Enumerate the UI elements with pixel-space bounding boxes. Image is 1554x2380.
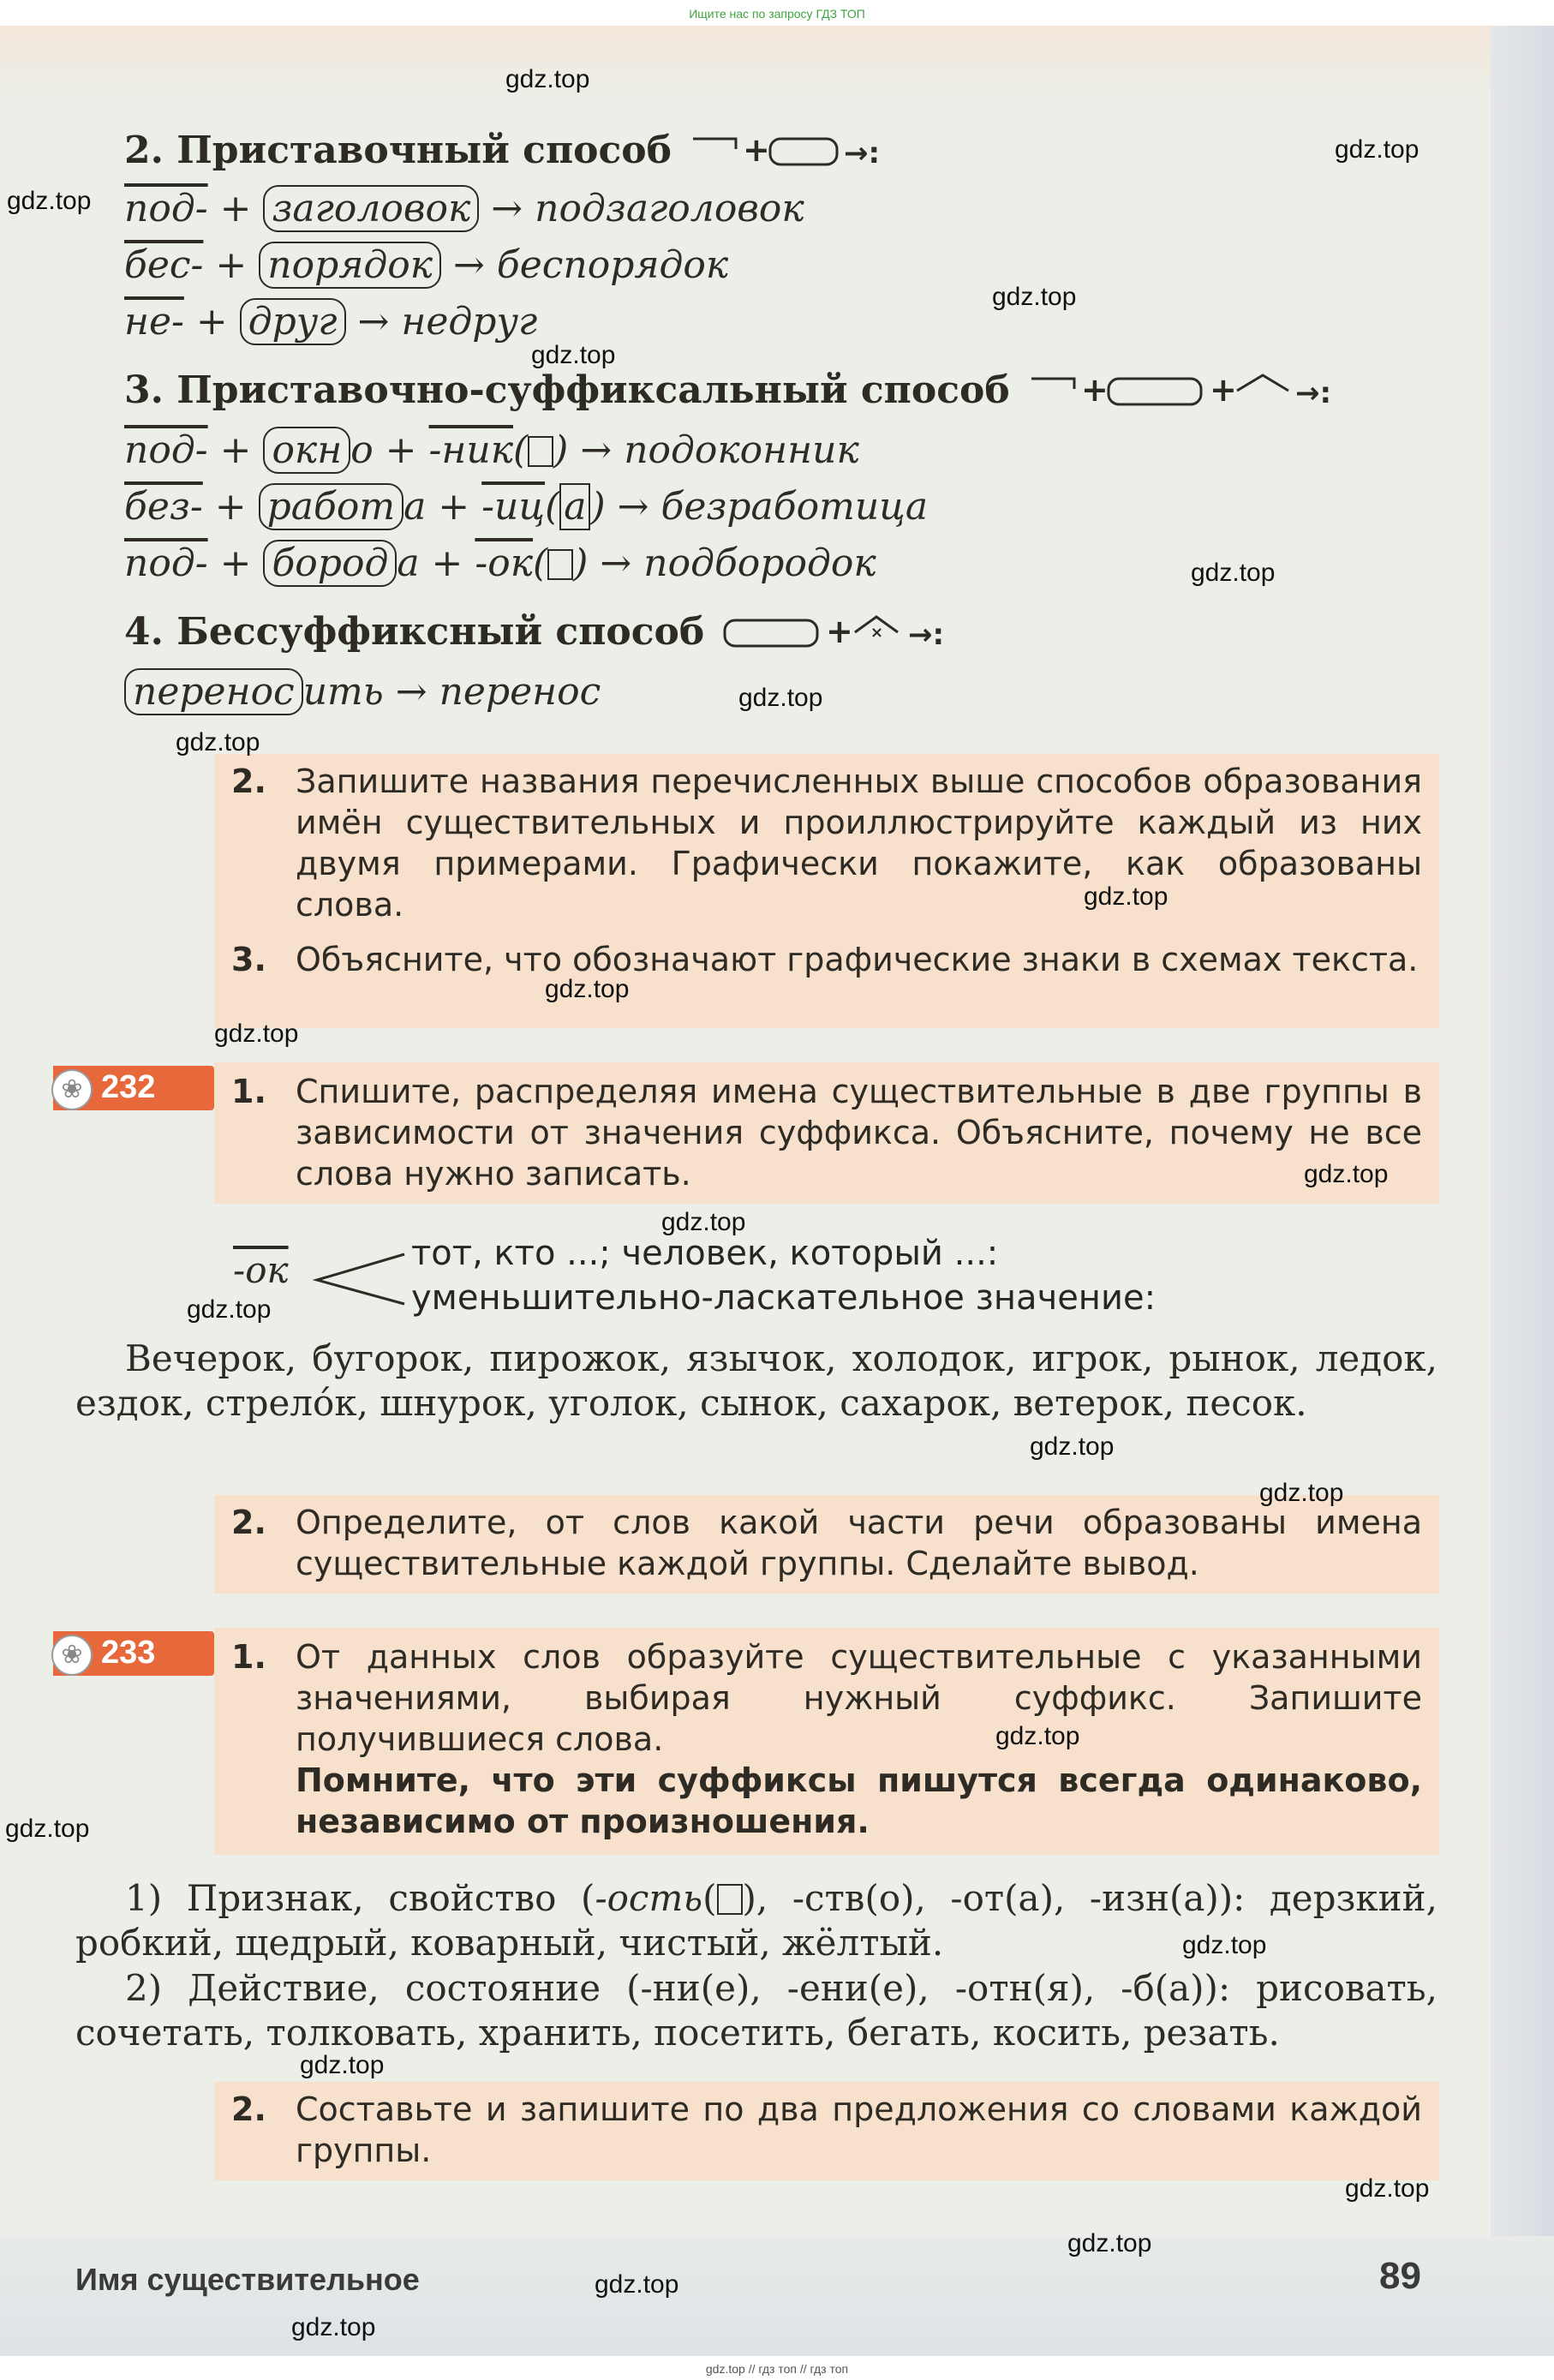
exercise-233-line-1: 1) Признак, свойство (-ость( ), -ств(о), -от(а), -изн(а)): дерзкий, робкий, щедрый, коварный, чистый, жёлтый.: [75, 1877, 1438, 1964]
footer-section-title: Имя существительное: [75, 2262, 420, 2297]
section-2-example-2: бес- + порядок → беспорядок: [124, 243, 729, 287]
watermark: gdz.top: [595, 2270, 679, 2299]
watermark: gdz.top: [291, 2313, 376, 2341]
section-2-title: 2. Приставочный способ + →:: [124, 129, 881, 172]
watermark: gdz.top: [992, 283, 1077, 311]
watermark: gdz.top: [214, 1020, 299, 1048]
zero-suffix-scheme-icon: [718, 610, 966, 653]
section-2-example-3: не- + друг → недруг: [124, 300, 538, 344]
section-3-example-1: под- + окн о + -ник( ) → подоконник: [124, 428, 859, 472]
exercise-233-line-2: 2) Действие, состояние (-ни(е), -ени(е), -отн(я), -б(а)): рисовать, сочетать, толковать, хранить, посетить, бегать, косить, резать.: [75, 1967, 1437, 2054]
prefix-suffix-scheme-icon: [684, 129, 882, 171]
exercise-233-reminder: Помните, что эти суффиксы пишутся всегда одинаково, независимо от произношения.: [296, 1761, 1422, 1840]
watermark: gdz.top: [5, 1815, 90, 1843]
svg-text:→:: →:: [907, 618, 944, 652]
task-2-text: Запишите названия перечисленных выше способов образования имён существительных и проиллюстрируйте каждый из них двумя примерами. Графически покажите, как образованы слова.: [296, 762, 1422, 924]
branch-bracket-icon: [310, 1244, 409, 1313]
word-list-232: Вечерок, бугорок, пирожок, язычок, холодок, игрок, рынок, ледок, ездок, стрело́к, шнурок, уголок, сынок, сахарок, ветерок, песок.: [75, 1337, 1437, 1424]
exercise-232-task-1: 1. Спишите, распределяя имена существительные в две группы в зависимости от значения суффикса. Объясните, почему не все слова нужно записать.: [214, 1062, 1439, 1204]
task-3-text: Объясните, что обозначают графические знаки в схемах текста.: [296, 941, 1419, 978]
section-2-example-1: под- + заголовок → подзаголовок: [124, 187, 804, 230]
section-4-title: 4. Бессуффиксный способ + × →:: [124, 610, 966, 654]
svg-text:→:: →:: [1295, 376, 1332, 410]
watermark: gdz.top: [1067, 2229, 1152, 2257]
suffix-ok-label: -ок: [233, 1249, 289, 1291]
watermark: gdz.top: [545, 975, 630, 1003]
svg-text:×: ×: [870, 624, 883, 642]
watermark: gdz.top: [531, 341, 616, 369]
task-2-number: 2.: [231, 762, 266, 800]
section-3-example-2: без- + работ а + -иц( а ) → безработица: [124, 485, 929, 529]
page-edge: [1491, 26, 1554, 2356]
watermark: gdz.top: [300, 2051, 385, 2079]
meaning-agent: тот, кто ...; человек, который ...:: [411, 1234, 999, 1273]
watermark: gdz.top: [661, 1208, 746, 1236]
watermark: gdz.top: [1304, 1160, 1389, 1188]
section-4-example-1: перенос ить → перенос: [124, 670, 601, 714]
top-banner: Ищите нас по запросу ГДЗ ТОП: [0, 0, 1554, 26]
watermark: gdz.top: [1084, 882, 1168, 911]
section-3-title: 3. Приставочно-суффиксальный способ + + →:: [124, 368, 1348, 412]
svg-text:+: +: [743, 131, 771, 169]
watermark: gdz.top: [7, 187, 92, 215]
watermark: gdz.top: [1345, 2174, 1430, 2203]
watermark: gdz.top: [1259, 1479, 1344, 1507]
watermark: gdz.top: [1191, 559, 1276, 587]
flower-icon: ❀: [51, 1069, 93, 1110]
watermark: gdz.top: [1182, 1931, 1267, 1959]
prefix-suffix-root-scheme-icon: [1023, 368, 1348, 411]
svg-text:+: +: [1210, 371, 1237, 409]
meaning-diminutive: уменьшительно-ласкательное значение:: [411, 1278, 1157, 1318]
bottom-banner: gdz.top // гдз топ // гдз топ: [0, 2358, 1554, 2380]
exercise-233-task-1: 1. От данных слов образуйте существительные с указанными значениями, выбирая нужный суффикс. Запишите получившиеся слова. Помните, что эти суффиксы пишутся всегда одинаково, независимо от произношения.: [214, 1628, 1439, 1855]
watermark: gdz.top: [995, 1722, 1080, 1750]
exercise-232-badge: ❀ 232: [53, 1066, 214, 1110]
watermark: gdz.top: [176, 728, 260, 756]
flower-icon: ❀: [51, 1635, 93, 1676]
exercise-232-task-2: 2. Определите, от слов какой части речи образованы имена существительные каждой группы. Сделайте вывод.: [214, 1495, 1439, 1594]
page-number: 89: [1379, 2255, 1421, 2297]
task-block-2-3: [214, 754, 1439, 1028]
watermark: gdz.top: [505, 65, 590, 93]
section-3-example-3: под- + бород а + -ок( ) → подбородок: [124, 541, 876, 585]
task-3-number: 3.: [231, 941, 266, 978]
svg-text:+: +: [1081, 371, 1109, 409]
svg-text:+: +: [825, 613, 853, 650]
exercise-233-task-2: 2. Составьте и запишите по два предложения со словами каждой группы.: [214, 2082, 1439, 2180]
top-color-strip: [0, 26, 1554, 103]
watermark: gdz.top: [187, 1295, 272, 1324]
svg-text:→:: →:: [844, 136, 881, 170]
watermark: gdz.top: [1030, 1432, 1115, 1461]
watermark: gdz.top: [738, 684, 823, 712]
exercise-233-badge: ❀ 233: [53, 1631, 214, 1676]
watermark: gdz.top: [1335, 135, 1420, 164]
